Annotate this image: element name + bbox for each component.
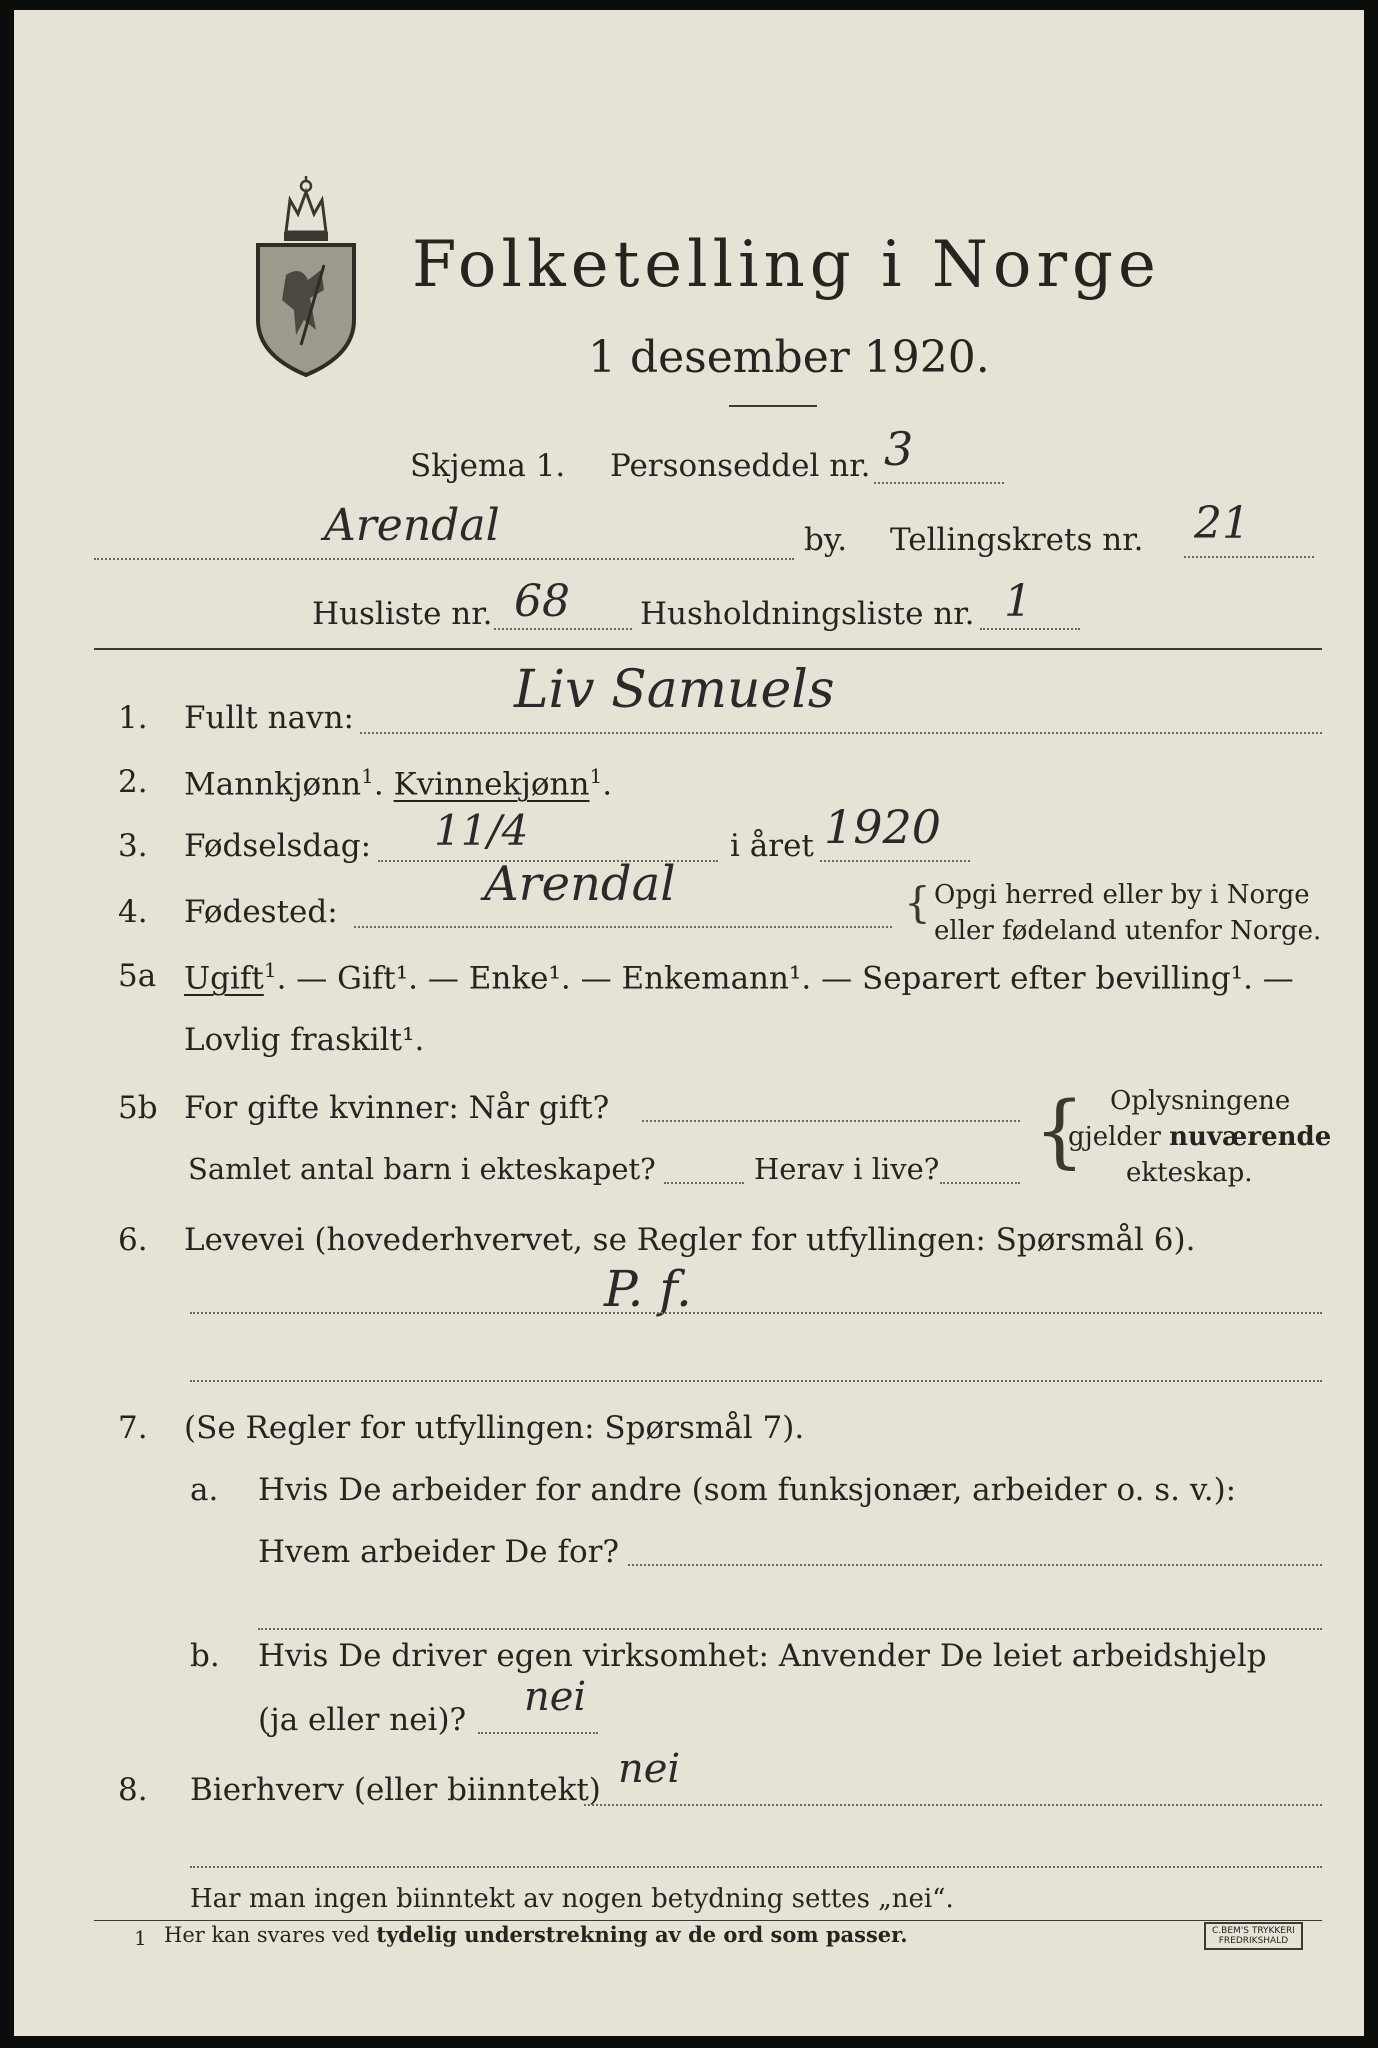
q7a-line2: Hvem arbeider De for? [258, 1534, 620, 1570]
q5b-note-line3: ekteskap. [1126, 1158, 1253, 1188]
husholdningsliste-line [980, 628, 1080, 630]
q7-number: 7. [118, 1410, 148, 1446]
printer-stamp-line1: C.BEM'S TRYKKERI [1212, 1926, 1295, 1936]
personseddel-line [874, 482, 1004, 484]
printer-stamp-line2: FREDRIKSHALD [1218, 1936, 1289, 1946]
city-line [94, 558, 794, 560]
q7a-answer-line2 [258, 1628, 1322, 1630]
q5a-other-options: — Gift¹. — Enke¹. — Enkemann¹. — Separert efter bevilling¹. — [296, 960, 1294, 997]
q4-number: 4. [118, 894, 148, 930]
footnote-text-b: tydelig understrekning av de ord som passer. [376, 1922, 908, 1947]
q5b-brace: { [1034, 1084, 1085, 1177]
husliste-line [494, 628, 632, 630]
q7b-text: Hvis De driver egen virksomhet: Anvender De leiet arbeidshjelp [258, 1638, 1267, 1674]
q5b-note-line2 [1068, 1122, 1331, 1152]
title-divider [729, 405, 817, 407]
q4-line [354, 926, 892, 928]
q8-value: nei [618, 1746, 681, 1792]
norwegian-coat-of-arms-icon [246, 170, 366, 380]
q2-end: . [602, 766, 613, 803]
q5b-number: 5b [118, 1090, 158, 1126]
tellingskrets-label: Tellingskrets nr. [890, 522, 1144, 558]
q4-label: Fødested: [184, 894, 338, 930]
q5a-line2: Lovlig fraskilt¹. [184, 1022, 425, 1058]
q3-year-line [820, 860, 970, 862]
q2-male: Mannkjønn [184, 766, 362, 803]
q7a-letter: a. [190, 1472, 219, 1508]
q5b-herav-label: Herav i live? [754, 1152, 940, 1186]
q5b-note-nuvaerende: nuværende [1169, 1122, 1332, 1152]
tellingskrets-line [1184, 556, 1314, 558]
q8-note: Har man ingen biinntekt av nogen betydning settes „nei“. [190, 1884, 954, 1914]
q4-note-line2: eller fødeland utenfor Norge. [934, 916, 1322, 946]
q6-number: 6. [118, 1222, 148, 1258]
q8-label: Bierhverv (eller biinntekt) [190, 1772, 601, 1808]
q7b-letter: b. [190, 1638, 220, 1674]
by-label: by. [804, 522, 848, 558]
husholdningsliste-label: Husholdningsliste nr. [640, 596, 975, 632]
skjema-label: Skjema 1. [410, 448, 566, 484]
q4-brace: { [904, 878, 931, 927]
q6-line1 [190, 1312, 1322, 1314]
q7a-text: Hvis De arbeider for andre (som funksjonær, arbeider o. s. v.): [258, 1472, 1237, 1508]
q2-female-sup: 1 [589, 764, 603, 788]
q3-year-label: i året [730, 828, 814, 864]
q5b-children-line [664, 1182, 744, 1184]
q6-line2 [190, 1380, 1322, 1382]
q1-number: 1. [118, 700, 148, 736]
q5b-children-label: Samlet antal barn i ekteskapet? [188, 1152, 656, 1186]
q3-year-value: 1920 [824, 800, 942, 854]
q2-number: 2. [118, 764, 148, 800]
q4-value: Arendal [484, 856, 676, 912]
personseddel-value: 3 [884, 422, 914, 476]
q2-female-underlined: Kvinnekjønn [393, 766, 590, 803]
footnote-text [164, 1922, 908, 1947]
printer-stamp [1204, 1922, 1303, 1950]
husliste-label: Husliste nr. [312, 596, 493, 632]
q7b-value: nei [524, 1674, 587, 1720]
q5b-note-line1: Oplysningene [1110, 1086, 1291, 1116]
q6-value: P. f. [604, 1260, 692, 1318]
q3-label: Fødselsdag: [184, 828, 372, 864]
personseddel-label: Personseddel nr. [610, 448, 871, 484]
q1-value: Liv Samuels [514, 660, 835, 720]
q2-options: Mannkjønn$^1$. Kvinnekjønn$^1$. [184, 764, 613, 803]
q3-value: 11/4 [434, 806, 529, 855]
q7-label: (Se Regler for utfyllingen: Spørsmål 7). [184, 1410, 805, 1446]
q5a-number: 5a [118, 958, 157, 994]
census-form-sheet [14, 10, 1364, 2036]
q7a-answer-line1 [628, 1564, 1322, 1566]
q1-line [360, 732, 1322, 734]
q8-number: 8. [118, 1772, 148, 1808]
census-date: 1 desember 1920. [588, 332, 990, 383]
form-title: Folketelling i Norge [412, 228, 1161, 302]
city-value: Arendal [324, 500, 500, 551]
husholdningsliste-value: 1 [1004, 576, 1032, 627]
footnote-mark: 1 [134, 1926, 147, 1950]
tellingskrets-value: 21 [1194, 498, 1250, 549]
q5b-note-gjelder: gjelder [1068, 1122, 1161, 1152]
header-rule [94, 648, 1322, 650]
q5b-herav-line [940, 1182, 1020, 1184]
q3-number: 3. [118, 828, 148, 864]
q7b-answer-line [478, 1732, 598, 1734]
q7b-line2: (ja eller nei)? [258, 1702, 467, 1738]
footnote-text-a: Her kan svares ved [164, 1923, 370, 1947]
q5a-ugift-underlined: Ugift [184, 960, 264, 997]
footnote-rule [94, 1920, 1322, 1921]
q5a-options: Ugift$^1$. — Gift¹. — Enke¹. — Enkemann¹. — Separert efter bevilling¹. — [184, 958, 1294, 997]
q5b-married-line [642, 1120, 1020, 1122]
q5b-label: For gifte kvinner: Når gift? [184, 1090, 610, 1126]
q8-answer-line1 [584, 1804, 1322, 1806]
husliste-value: 68 [514, 576, 570, 627]
q8-answer-line2 [190, 1866, 1322, 1868]
q6-label: Levevei (hovederhvervet, se Regler for utfyllingen: Spørsmål 6). [184, 1222, 1196, 1258]
q4-note-line1: Opgi herred eller by i Norge [934, 880, 1310, 910]
q2-male-sup: 1 [361, 764, 374, 788]
q1-label: Fullt navn: [184, 700, 354, 736]
